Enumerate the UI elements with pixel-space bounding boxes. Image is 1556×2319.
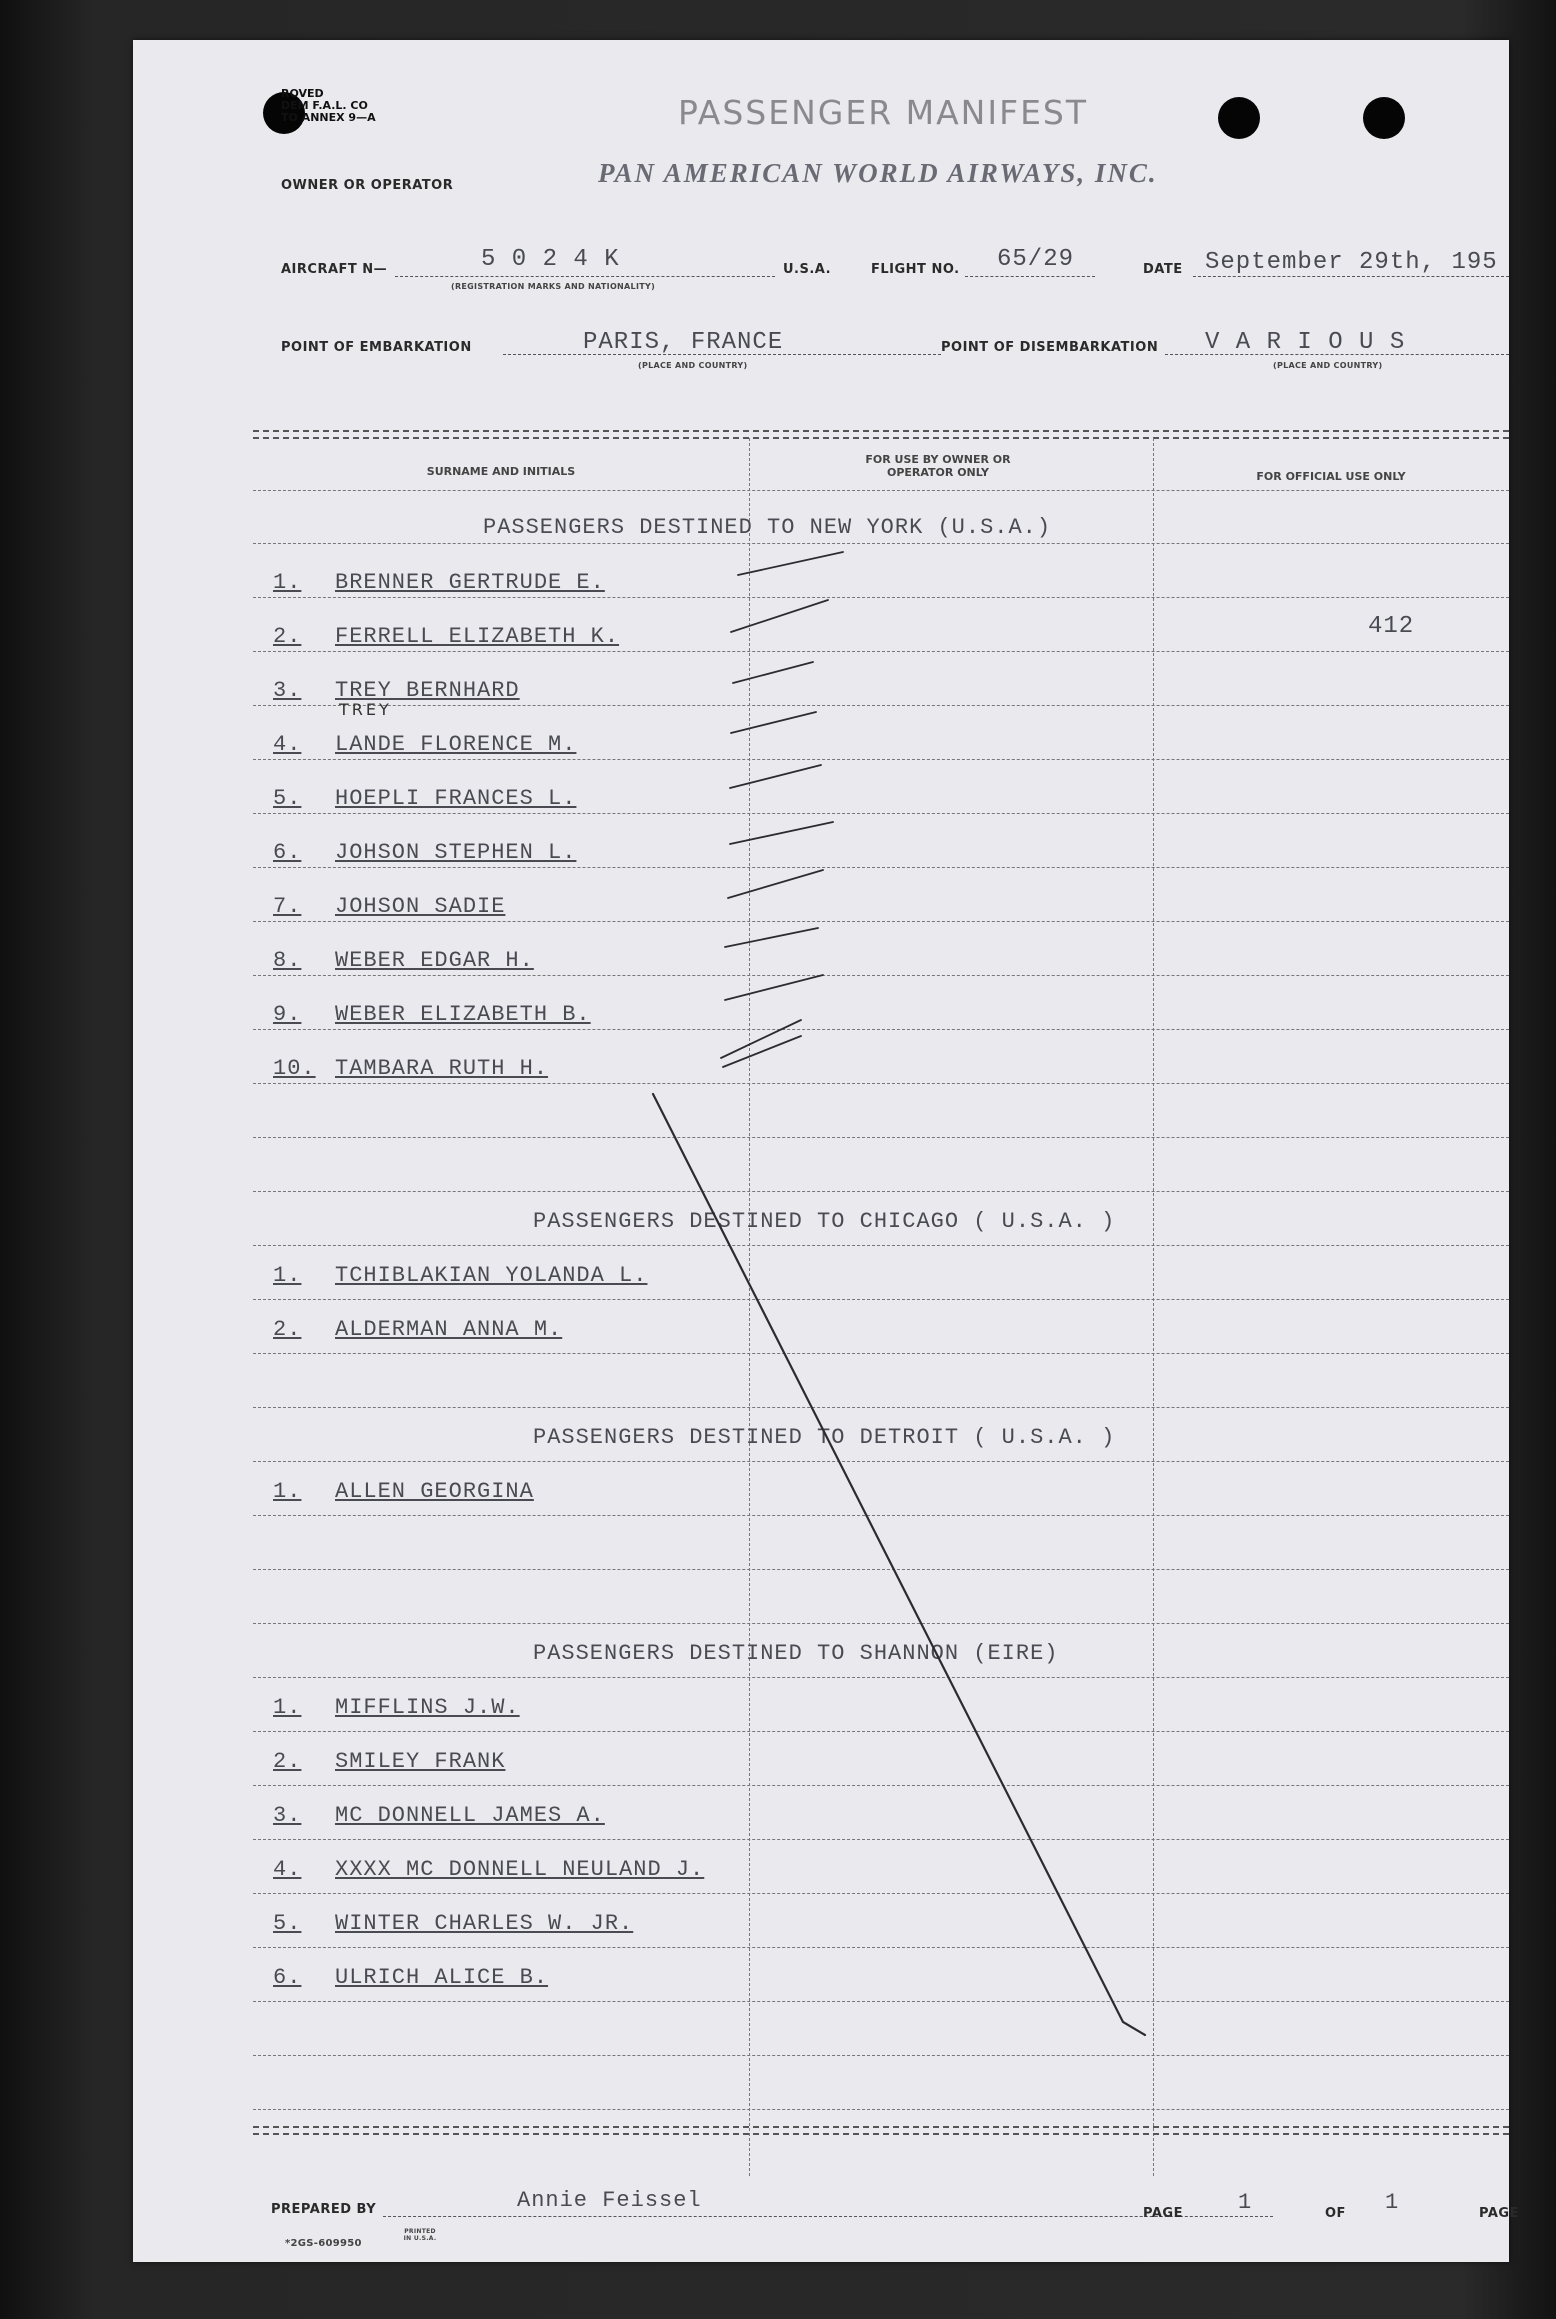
date-value: September 29th, 195	[1205, 249, 1498, 276]
table-top-rule	[253, 430, 1509, 439]
passenger-row	[273, 1479, 534, 1504]
page-label-right: PAGE	[1479, 2206, 1519, 2221]
passenger-row	[273, 732, 576, 757]
passenger-name: BRENNER GERTRUDE E.	[335, 570, 605, 595]
passenger-row	[273, 1317, 562, 1342]
column-header-surname: SURNAME AND INITIALS	[426, 465, 576, 478]
passenger-row	[273, 1056, 548, 1081]
row-rule	[253, 1137, 1509, 1138]
flight-value: 65/29	[997, 246, 1075, 273]
group-heading-new-york: PASSENGERS DESTINED TO NEW YORK (U.S.A.)	[483, 515, 1052, 540]
check-mark	[730, 765, 821, 788]
row-rule	[253, 1029, 1509, 1030]
passenger-number: 8.	[273, 948, 302, 973]
form-number: *2GS-609950	[285, 2238, 362, 2249]
passenger-name: ALLEN GEORGINA	[335, 1479, 534, 1504]
table-header-rule	[253, 490, 1509, 491]
row-rule	[253, 1731, 1509, 1732]
passenger-row	[273, 1263, 647, 1288]
check-mark	[725, 928, 818, 947]
stamp-line: ROVED	[281, 87, 324, 100]
passenger-row	[273, 948, 534, 973]
passenger-row	[273, 1002, 591, 1027]
passenger-name: MIFFLINS J.W.	[335, 1695, 520, 1720]
owner-label: OWNER OR OPERATOR	[281, 178, 454, 193]
aircraft-fill-line	[395, 276, 775, 277]
row-rule	[253, 2055, 1509, 2056]
stamp-line: DEM F.A.L. CO	[281, 99, 368, 112]
passenger-row	[273, 624, 619, 649]
passenger-number: 6.	[273, 840, 302, 865]
approval-stamp	[281, 88, 376, 124]
official-mark: 412	[1368, 613, 1415, 640]
group-heading-chicago: PASSENGERS DESTINED TO CHICAGO ( U.S.A. )	[533, 1209, 1116, 1234]
passenger-number: 1.	[273, 1695, 302, 1720]
group-heading-shannon: PASSENGERS DESTINED TO SHANNON (EIRE)	[533, 1641, 1059, 1666]
passenger-number: 5.	[273, 786, 302, 811]
check-mark	[721, 1020, 801, 1058]
passenger-row	[273, 678, 520, 703]
row-rule	[253, 1461, 1509, 1462]
aircraft-value: 5 0 2 4 K	[481, 246, 620, 273]
passenger-name: TREY BERNHARD	[335, 678, 520, 703]
passenger-name: TAMBARA RUTH H.	[335, 1056, 549, 1081]
passenger-row	[273, 894, 505, 919]
column-divider-2	[1153, 438, 1154, 2176]
check-mark	[731, 712, 816, 733]
row-rule	[253, 1947, 1509, 1948]
passenger-name: SMILEY FRANK	[335, 1749, 506, 1774]
row-rule	[253, 1299, 1509, 1300]
manifest-page	[133, 40, 1519, 2262]
row-rule	[253, 1893, 1509, 1894]
punch-hole-right	[1363, 97, 1405, 139]
passenger-row	[273, 1965, 548, 1990]
punch-hole-mid	[1218, 97, 1260, 139]
passenger-number: 4.	[273, 732, 302, 757]
row-rule	[253, 651, 1509, 652]
passenger-name: MC DONNELL JAMES A.	[335, 1803, 605, 1828]
passenger-name: ULRICH ALICE B.	[335, 1965, 549, 1990]
row-rule	[253, 1191, 1509, 1192]
row-rule	[253, 1407, 1509, 1408]
row-rule	[253, 705, 1509, 706]
check-mark	[731, 600, 828, 632]
check-mark	[725, 975, 823, 1000]
passenger-name: LANDE FLORENCE M.	[335, 732, 577, 757]
passenger-row	[273, 1857, 704, 1882]
date-fill-line	[1193, 276, 1509, 277]
disembarkation-sublabel: (PLACE AND COUNTRY)	[1273, 361, 1383, 370]
row-rule	[253, 975, 1509, 976]
passenger-row	[273, 1749, 505, 1774]
passenger-name: WINTER CHARLES W. JR.	[335, 1911, 634, 1936]
stamp-line: TO ANNEX 9—A	[281, 111, 376, 124]
disembarkation-label: POINT OF DISEMBARKATION	[941, 340, 1159, 355]
passenger-number: 1.	[273, 570, 302, 595]
of-label: OF	[1325, 2206, 1346, 2221]
column-divider-1	[749, 438, 750, 2176]
passenger-number: 1.	[273, 1263, 302, 1288]
passenger-row	[273, 570, 605, 595]
embarkation-label: POINT OF EMBARKATION	[281, 340, 472, 355]
check-mark	[728, 870, 823, 898]
check-mark	[730, 822, 833, 844]
passenger-name: JOHSON SADIE	[335, 894, 506, 919]
flight-fill-line	[965, 276, 1095, 277]
table-bottom-rule	[253, 2126, 1509, 2135]
check-mark	[723, 1036, 801, 1067]
row-rule	[253, 813, 1509, 814]
passenger-row	[273, 1911, 633, 1936]
passenger-name: XXXX MC DONNELL NEULAND J.	[335, 1857, 705, 1882]
passenger-row	[273, 1695, 520, 1720]
row-rule	[253, 1677, 1509, 1678]
row-rule	[253, 1623, 1509, 1624]
passenger-name: FERRELL ELIZABETH K.	[335, 624, 620, 649]
usa-label: U.S.A.	[783, 262, 832, 277]
passenger-number: 1.	[273, 1479, 302, 1504]
row-rule	[253, 1569, 1509, 1570]
passenger-name: WEBER ELIZABETH B.	[335, 1002, 591, 1027]
passenger-number: 5.	[273, 1911, 302, 1936]
page-label: PAGE	[1143, 2206, 1183, 2221]
passenger-number: 2.	[273, 1317, 302, 1342]
row-rule	[253, 867, 1509, 868]
passenger-name: ALDERMAN ANNA M.	[335, 1317, 563, 1342]
row-rule	[253, 1245, 1509, 1246]
row-rule	[253, 759, 1509, 760]
passenger-name: HOEPLI FRANCES L.	[335, 786, 577, 811]
passenger-number: 3.	[273, 1803, 302, 1828]
form-title: PASSENGER MANIFEST	[678, 93, 1089, 132]
flight-label: FLIGHT NO.	[871, 262, 960, 277]
passenger-name: TCHIBLAKIAN YOLANDA L.	[335, 1263, 648, 1288]
embarkation-sublabel: (PLACE AND COUNTRY)	[638, 361, 748, 370]
passenger-row	[273, 786, 576, 811]
disembarkation-value: V A R I O U S	[1205, 329, 1406, 356]
row-rule	[253, 543, 1509, 544]
row-rule	[253, 597, 1509, 598]
check-mark	[738, 552, 843, 575]
aircraft-label: AIRCRAFT N—	[281, 262, 388, 277]
passenger-number: 10.	[273, 1056, 316, 1081]
embarkation-value: PARIS, FRANCE	[583, 329, 784, 356]
column-header-owner-use: FOR USE BY OWNER OR OPERATOR ONLY	[865, 453, 1011, 479]
passenger-number: 2.	[273, 1749, 302, 1774]
prepared-by-fill-line	[383, 2216, 1273, 2217]
printer-mark: PRINTED IN U.S.A.	[403, 2228, 437, 2242]
group-heading-detroit: PASSENGERS DESTINED TO DETROIT ( U.S.A. )	[533, 1425, 1116, 1450]
passenger-number: 6.	[273, 1965, 302, 1990]
row-rule	[253, 2001, 1509, 2002]
owner-value: PAN AMERICAN WORLD AIRWAYS, INC.	[598, 158, 1158, 188]
row-rule	[253, 1515, 1509, 1516]
passenger-row	[273, 840, 576, 865]
passenger-number: 9.	[273, 1002, 302, 1027]
handwritten-correction: TREY	[339, 700, 392, 719]
passenger-name: WEBER EDGAR H.	[335, 948, 534, 973]
of-value: 1	[1385, 2190, 1400, 2215]
prepared-by-value: Annie Feissel	[517, 2188, 702, 2213]
column-header-official-use: FOR OFFICIAL USE ONLY	[1256, 470, 1406, 483]
row-rule	[253, 1083, 1509, 1084]
passenger-number: 2.	[273, 624, 302, 649]
page-value: 1	[1238, 2190, 1253, 2215]
row-rule	[253, 921, 1509, 922]
passenger-number: 3.	[273, 678, 302, 703]
prepared-by-label: PREPARED BY	[271, 2202, 377, 2217]
row-rule	[253, 2109, 1509, 2110]
date-label: DATE	[1143, 262, 1183, 277]
check-mark	[733, 662, 813, 683]
row-rule	[253, 1839, 1509, 1840]
passenger-number: 7.	[273, 894, 302, 919]
passenger-name: JOHSON STEPHEN L.	[335, 840, 577, 865]
aircraft-sublabel: (REGISTRATION MARKS AND NATIONALITY)	[451, 282, 656, 291]
passenger-row	[273, 1803, 605, 1828]
row-rule	[253, 1353, 1509, 1354]
row-rule	[253, 1785, 1509, 1786]
passenger-number: 4.	[273, 1857, 302, 1882]
